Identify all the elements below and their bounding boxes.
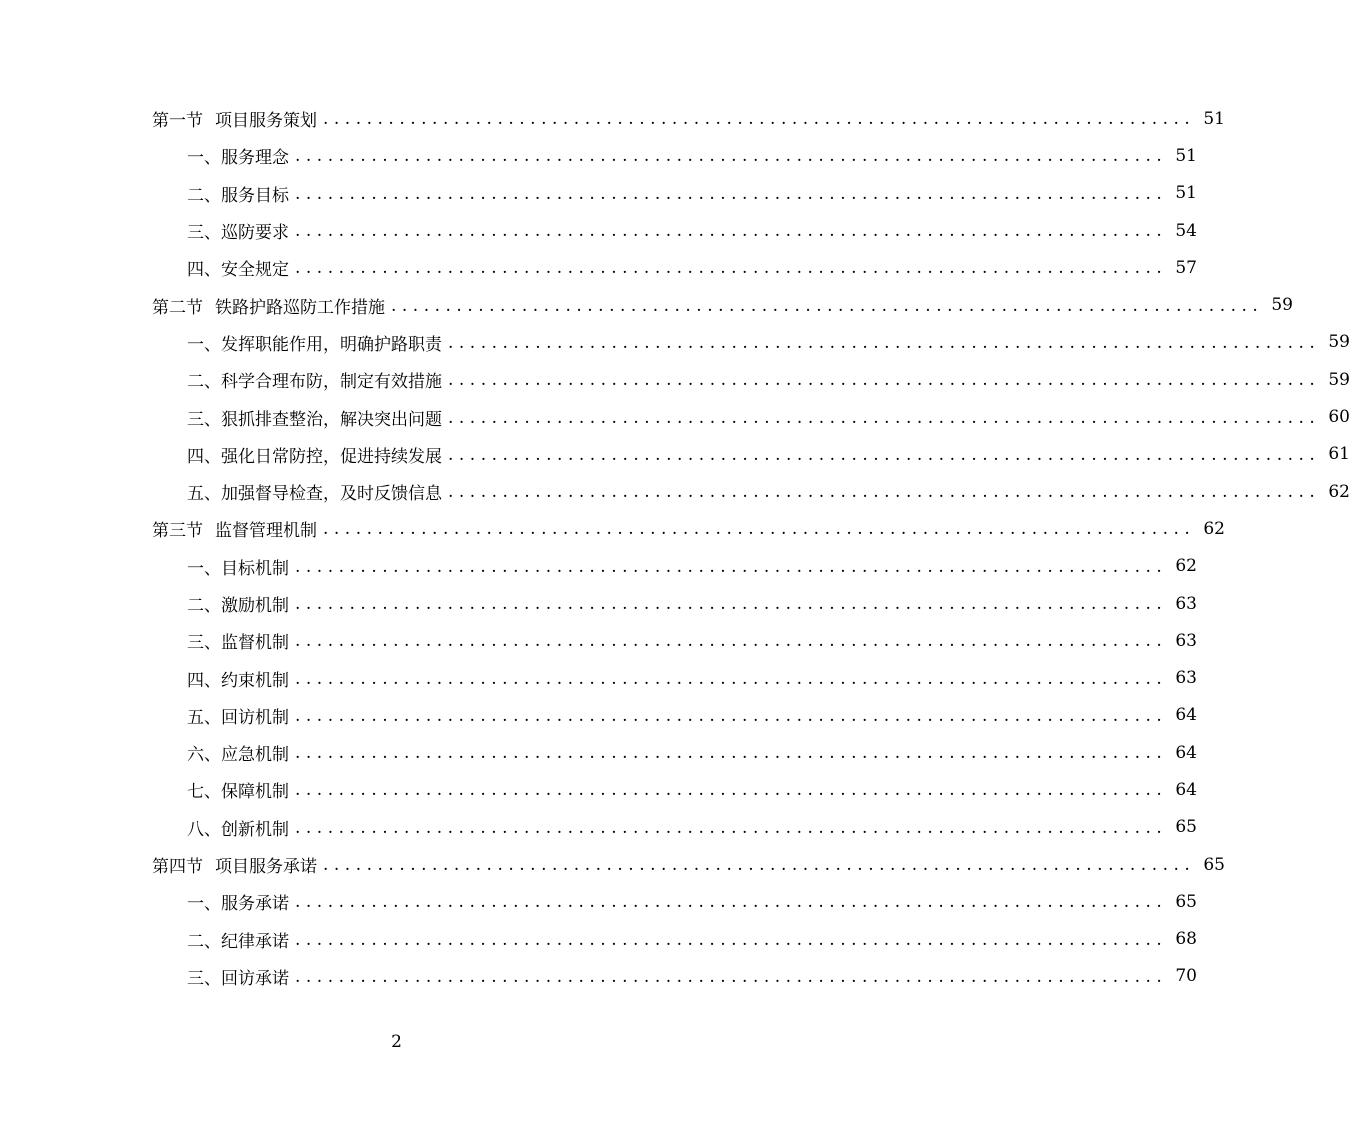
toc-entry-title: 发挥职能作用，明确护路职责 (221, 334, 442, 355)
toc-subsection-entry[interactable] (0, 361, 1350, 398)
toc-entry-title: 约束机制 (221, 670, 289, 691)
toc-entry-page: 59 (1271, 295, 1293, 316)
toc-subsection-entry[interactable] (0, 212, 1197, 249)
toc-entry-page: 54 (1175, 220, 1197, 241)
toc-entry-title: 安全规定 (221, 260, 289, 281)
toc-entry-title: 监督管理机制 (215, 521, 317, 542)
toc-entry-page: 60 (1328, 407, 1350, 428)
toc-entry-title: 纪律承诺 (221, 931, 289, 952)
toc-subsection-entry[interactable] (0, 622, 1197, 659)
toc-subsection-entry[interactable] (0, 809, 1197, 846)
toc-dot-leader: ................................................................................ (295, 929, 1168, 950)
toc-dot-leader: ................................................................................ (448, 332, 1321, 353)
toc-section-entry[interactable] (0, 286, 1293, 323)
toc-entry-title: 加强督导检查，及时反馈信息 (221, 484, 442, 505)
toc-dot-leader: ................................................................................ (391, 295, 1264, 316)
toc-entry-title: 狠抓排查整治，解决突出问题 (221, 409, 442, 430)
toc-section-entry[interactable] (0, 846, 1225, 883)
toc-entry-number: 一、 (187, 894, 221, 915)
toc-entry-page: 64 (1175, 705, 1197, 726)
toc-entry-number: 四、 (187, 670, 221, 691)
toc-dot-leader: ................................................................................ (295, 668, 1168, 689)
toc-entry-page: 61 (1328, 444, 1350, 465)
toc-entry-number: 六、 (187, 745, 221, 766)
toc-subsection-entry[interactable] (0, 175, 1197, 212)
toc-section-entry[interactable] (0, 100, 1225, 137)
toc-entry-title: 激励机制 (221, 596, 289, 616)
toc-entry-title: 回访机制 (221, 707, 289, 728)
toc-entry-number: 二、 (187, 185, 221, 206)
toc-dot-leader: ................................................................................ (448, 482, 1321, 503)
toc-subsection-entry[interactable] (0, 659, 1197, 696)
toc-entry-title: 创新机制 (221, 819, 289, 840)
toc-entry-number: 二、 (187, 931, 221, 952)
toc-dot-leader: ................................................................................ (295, 892, 1168, 913)
toc-entry-title: 应急机制 (221, 745, 289, 766)
toc-subsection-entry[interactable] (0, 324, 1350, 361)
toc-entry-page: 62 (1203, 518, 1225, 539)
toc-entry-number: 一、 (187, 148, 221, 169)
toc-entry-page: 62 (1328, 481, 1350, 502)
toc-entry-number: 二、 (187, 372, 221, 393)
toc-entry-page: 51 (1175, 183, 1197, 204)
toc-entry-title: 铁路护路巡防工作措施 (215, 297, 385, 318)
toc-entry-number: 二、 (187, 596, 221, 616)
toc-subsection-entry[interactable] (0, 585, 1197, 622)
toc-entry-page: 68 (1175, 929, 1197, 950)
toc-entry-page: 59 (1328, 369, 1350, 390)
toc-entry-title: 项目服务策划 (215, 111, 317, 132)
toc-subsection-entry[interactable] (0, 137, 1197, 174)
toc-subsection-entry[interactable] (0, 921, 1197, 958)
toc-dot-leader: ................................................................................ (295, 183, 1168, 204)
toc-entry-number: 第二节 (152, 297, 203, 318)
toc-entry-number: 七、 (187, 782, 221, 803)
toc-dot-leader: ................................................................................ (295, 221, 1168, 242)
toc-entry-number: 三、 (187, 968, 221, 989)
toc-entry-number: 三、 (187, 223, 221, 244)
toc-entry-number: 三、 (187, 409, 221, 430)
toc-entry-title: 服务承诺 (221, 894, 289, 915)
toc-subsection-entry[interactable] (0, 771, 1197, 808)
toc-entry-page: 70 (1175, 966, 1197, 987)
table-of-contents (0, 100, 1350, 995)
toc-entry-page: 64 (1175, 779, 1197, 800)
toc-dot-leader: ................................................................................ (448, 407, 1321, 428)
page-number: 2 (391, 1032, 402, 1052)
toc-dot-leader: ................................................................................ (295, 966, 1168, 987)
toc-entry-page: 51 (1203, 108, 1225, 129)
toc-entry-number: 五、 (187, 707, 221, 728)
toc-entry-title: 保障机制 (221, 782, 289, 803)
toc-entry-number: 一、 (187, 558, 221, 579)
toc-dot-leader: ................................................................................ (295, 146, 1168, 167)
toc-subsection-entry[interactable] (0, 548, 1197, 585)
toc-dot-leader: ................................................................................ (295, 556, 1168, 577)
toc-subsection-entry[interactable] (0, 697, 1197, 734)
toc-entry-number: 第四节 (152, 857, 203, 878)
toc-dot-leader: ................................................................................ (295, 705, 1168, 726)
toc-entry-page: 65 (1175, 817, 1197, 838)
toc-subsection-entry[interactable] (0, 958, 1197, 995)
toc-subsection-entry[interactable] (0, 398, 1350, 435)
toc-dot-leader: ................................................................................ (323, 519, 1196, 540)
toc-subsection-entry[interactable] (0, 249, 1197, 286)
toc-entry-title: 项目服务承诺 (215, 857, 317, 878)
toc-entry-page: 64 (1175, 742, 1197, 763)
toc-entry-title: 服务目标 (221, 185, 289, 206)
toc-dot-leader: ................................................................................ (295, 743, 1168, 764)
toc-dot-leader: ................................................................................ (295, 594, 1168, 614)
toc-subsection-entry[interactable] (0, 734, 1197, 771)
toc-entry-number: 五、 (187, 484, 221, 505)
toc-entry-number: 四、 (187, 446, 221, 467)
toc-subsection-entry[interactable] (0, 883, 1197, 920)
toc-entry-number: 一、 (187, 334, 221, 355)
toc-entry-page: 63 (1175, 593, 1197, 614)
toc-entry-number: 八、 (187, 819, 221, 840)
toc-entry-title: 科学合理布防，制定有效措施 (221, 372, 442, 393)
toc-entry-title: 回访承诺 (221, 968, 289, 989)
toc-section-entry[interactable] (0, 510, 1225, 547)
toc-entry-number: 第一节 (152, 111, 203, 132)
toc-entry-page: 63 (1175, 630, 1197, 651)
toc-dot-leader: ................................................................................ (323, 109, 1196, 130)
toc-entry-number: 第三节 (152, 521, 203, 542)
toc-entry-page: 59 (1328, 332, 1350, 353)
toc-entry-title: 强化日常防控，促进持续发展 (221, 446, 442, 467)
toc-dot-leader: ................................................................................ (295, 817, 1168, 838)
toc-subsection-entry[interactable] (0, 436, 1350, 473)
toc-subsection-entry[interactable] (0, 473, 1350, 510)
toc-entry-title: 目标机制 (221, 558, 289, 579)
toc-dot-leader: ................................................................................ (295, 258, 1168, 279)
toc-entry-page: 51 (1175, 145, 1197, 166)
toc-entry-title: 巡防要求 (221, 223, 289, 244)
toc-entry-title: 监督机制 (221, 633, 289, 654)
toc-dot-leader: ................................................................................ (295, 631, 1168, 652)
toc-dot-leader: ................................................................................ (448, 370, 1321, 391)
toc-dot-leader: ................................................................................ (295, 780, 1168, 801)
toc-entry-page: 65 (1175, 891, 1197, 912)
toc-entry-page: 62 (1175, 556, 1197, 577)
toc-entry-number: 三、 (187, 633, 221, 654)
toc-entry-title: 服务理念 (221, 148, 289, 169)
toc-entry-page: 65 (1203, 854, 1225, 875)
toc-entry-number: 四、 (187, 260, 221, 281)
toc-entry-page: 57 (1175, 257, 1197, 278)
toc-entry-page: 63 (1175, 668, 1197, 689)
toc-dot-leader: ................................................................................ (323, 855, 1196, 876)
toc-dot-leader: ................................................................................ (448, 444, 1321, 465)
